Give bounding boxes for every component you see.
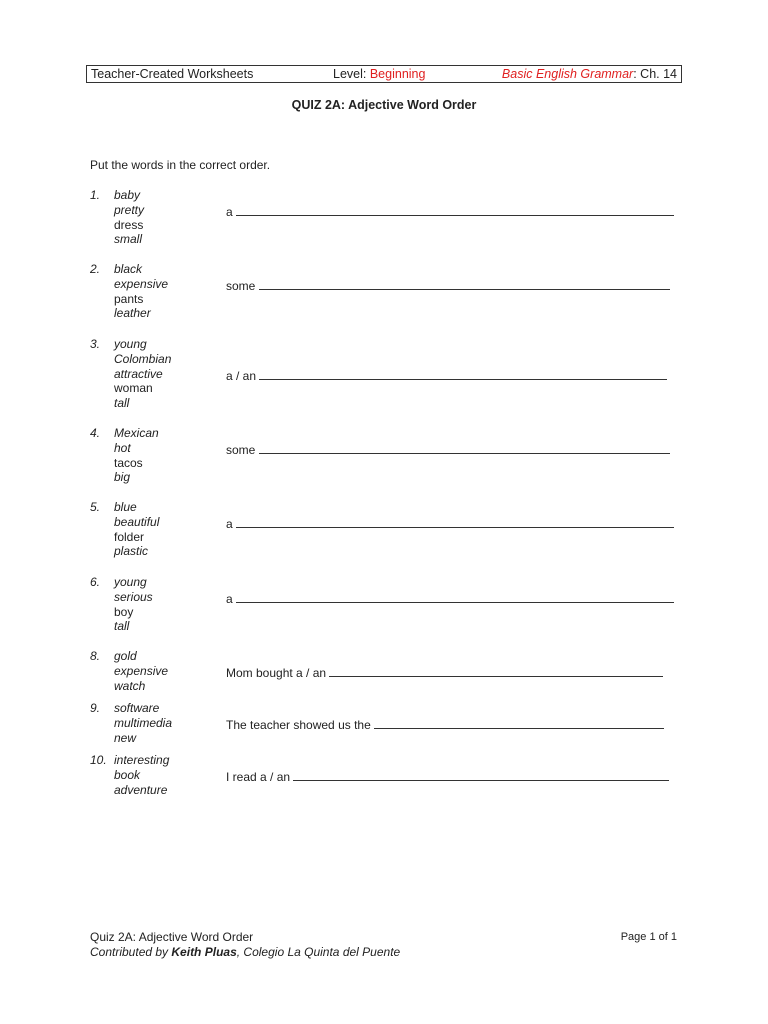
scrambled-word: dress: [114, 217, 144, 232]
answer-prompt: Mom bought a / an: [226, 666, 327, 680]
item-number: 1.: [90, 188, 101, 202]
answer-blank[interactable]: [259, 367, 667, 380]
answer-blank[interactable]: [293, 768, 669, 781]
answer-blank[interactable]: [259, 441, 670, 454]
answer-line: [226, 441, 670, 457]
scrambled-word: Colombian: [114, 351, 172, 366]
answer-line: [226, 590, 674, 606]
scrambled-word: expensive: [114, 663, 169, 678]
instructions: Put the words in the correct order.: [90, 158, 271, 172]
item-number: 5.: [90, 500, 101, 514]
item-number: 2.: [90, 262, 101, 276]
scrambled-word: gold: [114, 649, 137, 663]
book-title: Basic English Grammar: [501, 67, 634, 81]
scrambled-word: multimedia: [114, 715, 173, 730]
answer-line: [226, 716, 664, 732]
school-name: , Colegio La Quinta del Puente: [236, 945, 401, 959]
answer-prompt: some: [226, 443, 256, 457]
word-list: [114, 701, 172, 745]
scrambled-word: tall: [114, 396, 130, 411]
word-list: [114, 337, 171, 411]
answer-line: [226, 515, 674, 531]
scrambled-word: pants: [114, 291, 144, 306]
scrambled-word: black: [114, 262, 143, 276]
author-name: Keith Pluas: [171, 945, 237, 959]
item-number: 3.: [90, 337, 101, 351]
footer-left: [90, 930, 400, 960]
answer-blank[interactable]: [259, 277, 670, 290]
scrambled-word: plastic: [114, 544, 149, 559]
header-level: [333, 66, 425, 82]
answer-blank[interactable]: [236, 515, 674, 528]
word-list: [114, 426, 159, 485]
word-list: [114, 649, 168, 693]
answer-prompt: a / an: [226, 369, 257, 383]
scrambled-word: watch: [114, 678, 146, 693]
scrambled-word: software: [114, 701, 160, 715]
answer-blank[interactable]: [374, 716, 664, 729]
page-number: Page 1 of 1: [620, 931, 677, 943]
scrambled-word: folder: [114, 529, 145, 544]
answer-blank[interactable]: [236, 590, 674, 603]
word-list: [114, 575, 153, 634]
scrambled-word: big: [114, 470, 131, 485]
scrambled-word: book: [114, 767, 141, 782]
scrambled-word: tall: [114, 619, 130, 634]
word-list: [114, 753, 169, 797]
scrambled-word: leather: [114, 306, 151, 321]
header-book: [502, 66, 677, 82]
word-list: [114, 188, 144, 247]
footer-contributor: [90, 945, 400, 960]
scrambled-word: Mexican: [114, 426, 159, 440]
scrambled-word: hot: [114, 440, 131, 455]
item-number: 4.: [90, 426, 101, 440]
level-value: Beginning: [369, 67, 426, 81]
scrambled-word: young: [114, 337, 147, 351]
header-box: [86, 65, 682, 83]
answer-line: [226, 664, 663, 680]
scrambled-word: small: [114, 232, 143, 247]
answer-prompt: I read a / an: [226, 770, 291, 784]
chapter: : Ch. 14: [633, 67, 677, 81]
answer-prompt: The teacher showed us the: [226, 718, 371, 732]
scrambled-word: woman: [114, 381, 153, 396]
word-list: [114, 500, 159, 559]
item-number: 8.: [90, 649, 101, 663]
word-list: [114, 262, 168, 321]
item-number: 6.: [90, 575, 101, 589]
scrambled-word: pretty: [114, 202, 145, 217]
scrambled-word: boy: [114, 604, 134, 619]
answer-blank[interactable]: [236, 203, 674, 216]
scrambled-word: new: [114, 730, 137, 745]
item-number: 9.: [90, 701, 101, 715]
contributed-prefix: Contributed by: [90, 945, 172, 959]
item-number: 10.: [90, 753, 107, 767]
scrambled-word: interesting: [114, 753, 170, 767]
answer-blank[interactable]: [329, 664, 663, 677]
scrambled-word: tacos: [114, 455, 143, 470]
scrambled-word: baby: [114, 188, 141, 202]
answer-line: [226, 768, 669, 784]
scrambled-word: beautiful: [114, 514, 160, 529]
answer-prompt: a: [226, 592, 233, 606]
header-series: Teacher-Created Worksheets: [91, 67, 254, 81]
footer-title: Quiz 2A: Adjective Word Order: [90, 930, 254, 944]
answer-prompt: a: [226, 517, 233, 531]
scrambled-word: attractive: [114, 366, 163, 381]
answer-prompt: some: [226, 279, 256, 293]
answer-line: [226, 203, 674, 219]
scrambled-word: young: [114, 575, 147, 589]
answer-prompt: a: [226, 205, 233, 219]
scrambled-word: expensive: [114, 276, 169, 291]
level-label: Level:: [333, 67, 367, 81]
scrambled-word: serious: [114, 589, 153, 604]
scrambled-word: blue: [114, 500, 137, 514]
scrambled-word: adventure: [114, 782, 168, 797]
answer-line: [226, 367, 667, 383]
page-title: QUIZ 2A: Adjective Word Order: [291, 98, 477, 112]
answer-line: [226, 277, 670, 293]
